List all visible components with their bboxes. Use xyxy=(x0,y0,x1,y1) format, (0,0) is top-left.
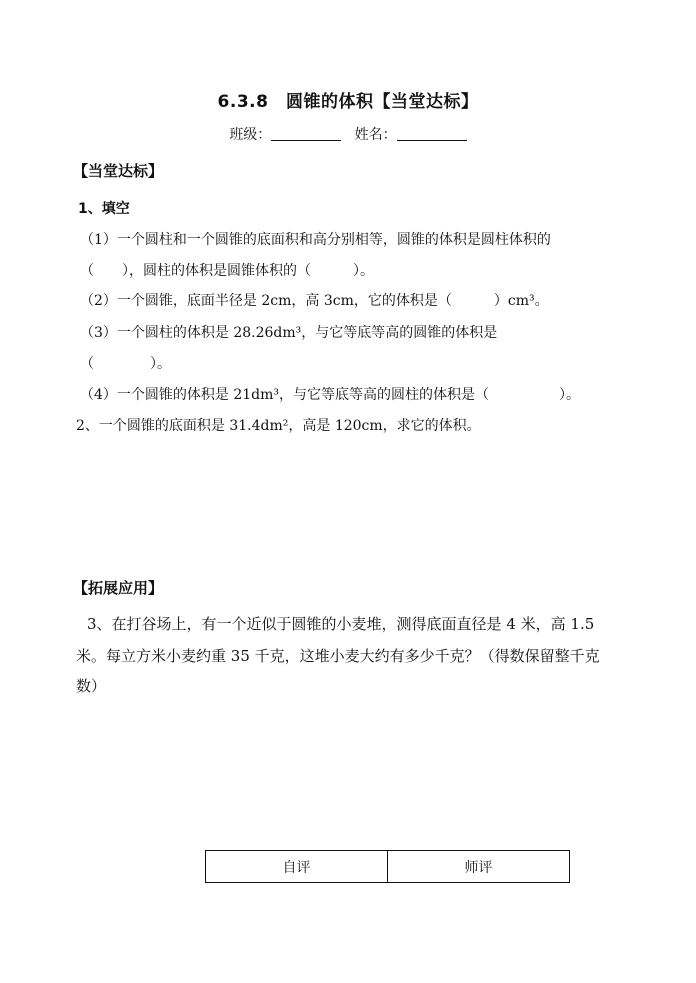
name-blank xyxy=(397,126,467,141)
q1-item1-line1: （1）一个圆柱和一个圆锥的底面积和高分别相等，圆锥的体积是圆柱体积的 xyxy=(80,232,551,248)
section-heading-classwork: 【当堂达标】 xyxy=(73,162,164,180)
section-heading-extension: 【拓展应用】 xyxy=(73,579,164,597)
evaluation-table xyxy=(205,850,570,883)
page-title: 6.3.8 圆锥的体积【当堂达标】 xyxy=(217,92,479,112)
self-evaluation-cell: 自评 xyxy=(206,851,388,883)
q1-item4: （4）一个圆锥的体积是 21dm³，与它等底等高的圆柱的体积是（ ）。 xyxy=(80,387,581,403)
student-info-line xyxy=(0,124,696,144)
q2-text: 2、一个圆锥的底面积是 31.4dm²，高是 120cm，求它的体积。 xyxy=(76,418,481,434)
q1-item3-line2: （ ）。 xyxy=(80,356,171,372)
teacher-evaluation-cell: 师评 xyxy=(388,851,570,883)
class-label: 班级： xyxy=(229,127,272,143)
q1-item2: （2）一个圆锥，底面半径是 2cm，高 3cm，它的体积是（ ）cm³。 xyxy=(80,293,549,309)
name-label: 姓名： xyxy=(354,127,397,143)
q1-item3-line1: （3）一个圆柱的体积是 28.26dm³，与它等底等高的圆锥的体积是 xyxy=(80,325,498,341)
q3-line2: 米。每立方米小麦约重 35 千克，这堆小麦大约有多少千克？（得数保留整千克 xyxy=(76,647,600,665)
q1-item1-line2: （ ），圆柱的体积是圆锥体积的（ ）。 xyxy=(80,263,374,279)
q3-line1: 3、在打谷场上，有一个近似于圆锥的小麦堆，测得底面直径是 4 米，高 1.5 xyxy=(87,615,595,633)
q3-line3: 数） xyxy=(76,677,107,695)
class-blank xyxy=(271,126,341,141)
q1-title: 1、填空 xyxy=(78,201,130,217)
